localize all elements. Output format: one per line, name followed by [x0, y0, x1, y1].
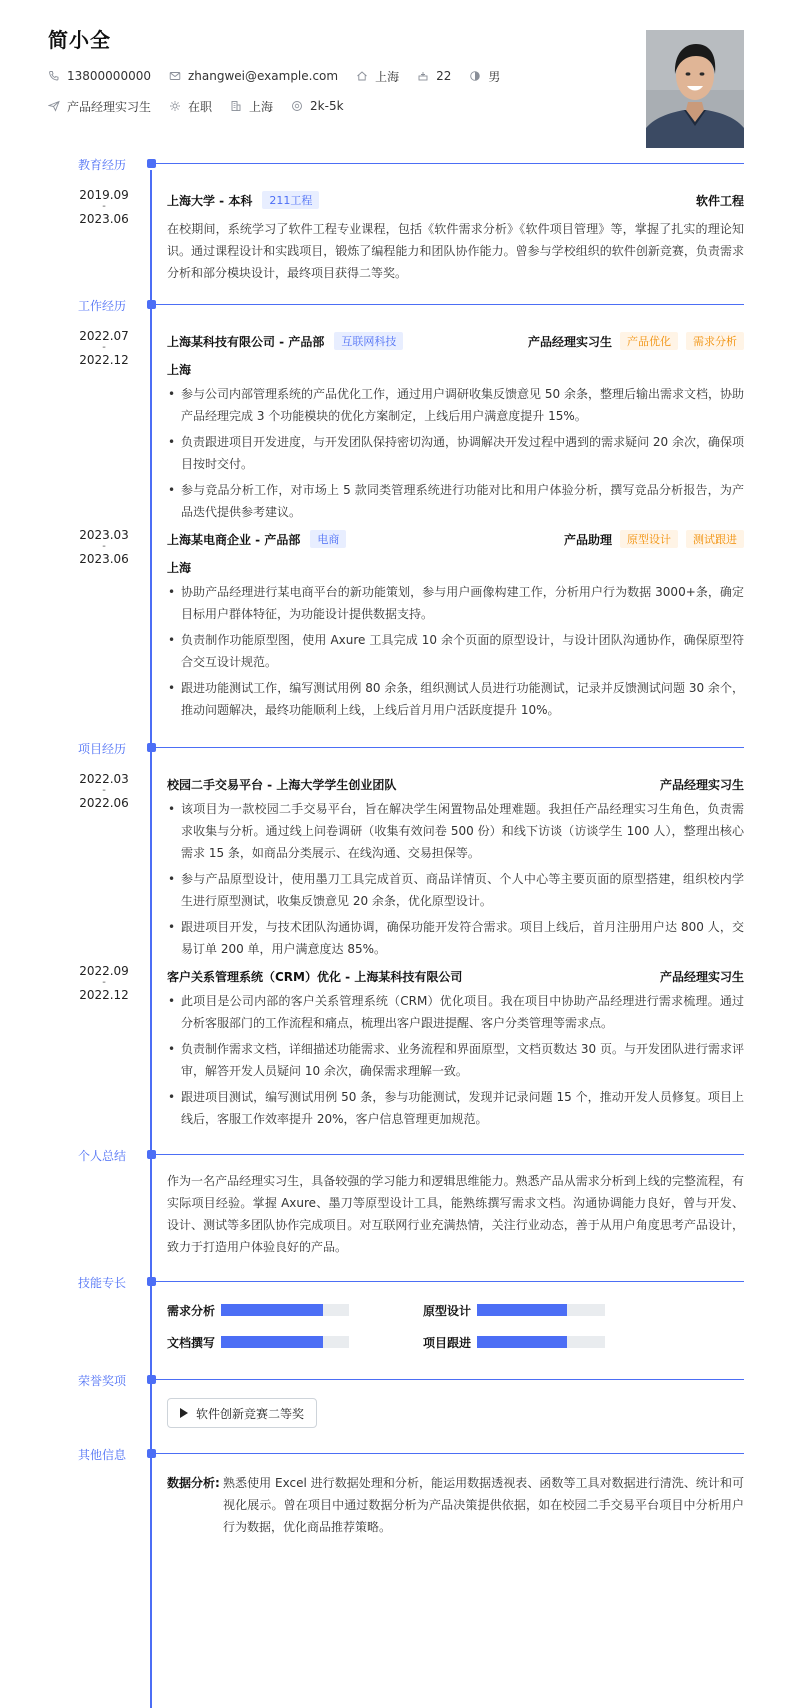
- resume-header: [48, 26, 748, 156]
- section-title-education: 教育经历: [78, 158, 127, 172]
- gear-icon: [169, 100, 181, 112]
- entry-header: [167, 774, 744, 794]
- list-item: • 参与竞品分析工作，对市场上 5 款同类管理系统进行功能对比和用户体验分析，撰写竞品分析报告，为产品迭代提供参考建议。: [167, 479, 744, 523]
- section-divider: [156, 304, 744, 305]
- industry-tag: 电商: [310, 530, 346, 548]
- intention-info-row: [48, 96, 748, 116]
- play-icon: [180, 1408, 188, 1418]
- salary-info: [291, 99, 344, 113]
- project-date: [76, 964, 132, 1002]
- project-role: 产品经理实习生: [659, 777, 744, 792]
- section-divider: [156, 1281, 744, 1282]
- section-divider: [156, 1154, 744, 1155]
- age-icon: [417, 70, 429, 82]
- city-info: [356, 68, 399, 85]
- list-item: • 跟进功能测试工作，编写测试用例 80 余条，组织测试人员进行功能测试，记录并反馈测试问题 30 余个，推动问题解决，最终功能顺利上线，上线后首月用户活跃度提升 10%。: [167, 677, 744, 721]
- skill-bar: [477, 1336, 605, 1348]
- entry-header-right: [660, 968, 744, 985]
- section-marker: [147, 1375, 156, 1384]
- status-text: 在职: [188, 99, 213, 114]
- list-item: • 参与公司内部管理系统的产品优化工作，通过用户调研收集反馈意见 50 余条，整理后输出需求文档，协助产品经理完成 3 个功能模块的优化方案制定，上线后用户满意度提升 15%。: [167, 383, 744, 427]
- section-title-skills: 技能专长: [78, 1276, 127, 1290]
- work-bullets: [167, 581, 744, 721]
- candidate-name: 简小全: [48, 28, 111, 52]
- gender-text: 男: [488, 69, 501, 84]
- skill-bar: [221, 1304, 349, 1316]
- skill-tag: 原型设计: [620, 530, 678, 548]
- skill-item: [423, 1334, 605, 1350]
- work-date: [76, 329, 132, 367]
- section-marker: [147, 300, 156, 309]
- entry-header-left: [167, 968, 462, 985]
- school-title: 上海大学 - 本科: [167, 193, 253, 208]
- target-city-text: 上海: [249, 99, 274, 114]
- work-date: [76, 528, 132, 566]
- date-dash: -: [102, 977, 106, 988]
- phone-text: 13800000000: [67, 69, 151, 83]
- school-tag: 211工程: [262, 191, 319, 209]
- date-dash: -: [102, 541, 106, 552]
- education-entry: [167, 190, 744, 284]
- entry-header-left: [167, 332, 403, 350]
- target-city-info: [230, 98, 273, 115]
- entry-header-left: [167, 530, 346, 548]
- skill-bar-fill: [477, 1304, 567, 1316]
- skill-name: 原型设计: [423, 1303, 472, 1318]
- entry-header-left: [167, 776, 396, 793]
- entry-header-left: [167, 191, 319, 209]
- skill-tag: 测试跟进: [686, 530, 744, 548]
- work-bullets: [167, 383, 744, 523]
- skills-grid: [167, 1302, 744, 1362]
- other-info-value: 熟悉使用 Excel 进行数据处理和分析，能运用数据透视表、函数等工具对数据进行清洗、统计和可视化展示。曾在项目中通过数据分析为产品决策提供依据，如在校园二手交易平台项目中分析用户行为数据，优化商品推荐策略。: [223, 1476, 744, 1534]
- skill-item: [167, 1302, 349, 1318]
- gender-info: [469, 68, 500, 85]
- list-item: • 此项目是公司内部的客户关系管理系统（CRM）优化项目。我在项目中协助产品经理进行需求梳理。通过分析客服部门的工作流程和痛点，梳理出客户跟进提醒、客户分类管理等需求点。: [167, 990, 744, 1034]
- entry-header-right: [696, 192, 744, 209]
- profile-photo: [646, 30, 744, 148]
- award-label: 软件创新竞赛二等奖: [196, 1406, 305, 1421]
- entry-header: [167, 529, 744, 549]
- entry-header: [167, 331, 744, 351]
- work-location: 上海: [167, 561, 192, 575]
- other-info-key: 数据分析:: [167, 1476, 220, 1490]
- job-role: 产品经理实习生: [527, 334, 612, 349]
- gender-icon: [469, 70, 481, 82]
- work-location: 上海: [167, 363, 192, 377]
- project-title: 客户关系管理系统（CRM）优化 - 上海某科技有限公司: [167, 969, 463, 984]
- list-item: • 负责制作需求文档，详细描述功能需求、业务流程和界面原型，文档页数达 30 页。与开发团队进行需求评审，解答开发人员疑问 10 余次，确保需求理解一致。: [167, 1038, 744, 1082]
- list-item: • 跟进项目开发，与技术团队沟通协调，确保功能开发符合需求。项目上线后，首月注册用户达 800 人，交易订单 200 单，用户满意度达 85%。: [167, 916, 744, 960]
- skill-bar-fill: [477, 1336, 567, 1348]
- section-divider: [156, 1453, 744, 1454]
- company-title: 上海某电商企业 - 产品部: [167, 532, 301, 547]
- project-bullets: [167, 798, 744, 960]
- job-role: 产品助理: [563, 532, 612, 547]
- job-target-info: [48, 98, 151, 115]
- section-marker: [147, 743, 156, 752]
- list-item: • 该项目为一款校园二手交易平台，旨在解决学生闲置物品处理难题。我担任产品经理实习生角色，负责需求收集与分析。通过线上问卷调研（收集有效问卷 500 份）和线下访谈（访谈学生 100 人），整理出核心需求 15 条，如商品分类展示、在线沟通、交易担保等。: [167, 798, 744, 864]
- list-item: • 跟进项目测试，编写测试用例 50 条，参与功能测试，发现并记录问题 15 个，推动开发人员修复。项目上线后，客服工作效率提升 20%，客户信息管理更加规范。: [167, 1086, 744, 1130]
- date-dash: -: [102, 785, 106, 796]
- start-date: 2022.03: [79, 772, 129, 786]
- skill-bar: [221, 1336, 349, 1348]
- age-text: 22: [436, 69, 452, 83]
- start-date: 2022.09: [79, 964, 129, 978]
- timeline-axis: [150, 170, 152, 1708]
- skill-bar-fill: [221, 1304, 323, 1316]
- section-divider: [156, 1379, 744, 1380]
- skill-item: [167, 1334, 349, 1350]
- job-target-text: 产品经理实习生: [67, 99, 152, 114]
- home-icon: [356, 70, 368, 82]
- end-date: 2022.12: [79, 353, 129, 367]
- start-date: 2023.03: [79, 528, 129, 542]
- other-info: [167, 1472, 744, 1538]
- send-icon: [48, 100, 60, 112]
- skill-name: 文档撰写: [167, 1335, 216, 1350]
- phone-icon: [48, 70, 60, 82]
- list-item: • 协助产品经理进行某电商平台的新功能策划，参与用户画像构建工作，分析用户行为数据 3000+条，确定目标用户群体特征，为功能设计提供数据支持。: [167, 581, 744, 625]
- project-bullets: [167, 990, 744, 1130]
- work-entry: [167, 331, 744, 523]
- entry-header-right: [660, 776, 744, 793]
- skill-bar: [477, 1304, 605, 1316]
- coin-icon: [291, 100, 303, 112]
- summary-text: 作为一名产品经理实习生，具备较强的学习能力和逻辑思维能力。熟悉产品从需求分析到上线的完整流程，有实际项目经验。掌握 Axure、墨刀等原型设计工具，能熟练撰写需求文档。沟通协调能力良好，曾与开发、设计、测试等多团队协作完成项目。对互联网行业充满热情，关注行业动态，善于从用户角度思考产品设计，致力于打造用户体验良好的产品。: [167, 1174, 744, 1254]
- skill-item: [423, 1302, 605, 1318]
- email-info: [169, 69, 338, 83]
- end-date: 2022.06: [79, 796, 129, 810]
- age-info: [417, 69, 451, 83]
- entry-header: [167, 190, 744, 210]
- email-text: zhangwei@example.com: [187, 69, 339, 83]
- section-marker: [147, 1449, 156, 1458]
- salary-text: 2k-5k: [310, 99, 344, 113]
- list-item: • 负责跟进项目开发进度，与开发团队保持密切沟通，协调解决开发过程中遇到的需求疑问 20 余次，确保项目按时交付。: [167, 431, 744, 475]
- skill-tag: 产品优化: [620, 332, 678, 350]
- list-item: • 负责制作功能原型图，使用 Axure 工具完成 10 余个页面的原型设计，与设计团队沟通协作，确保原型符合交互设计规范。: [167, 629, 744, 673]
- date-dash: -: [102, 201, 106, 212]
- entry-header-right: [528, 332, 744, 350]
- start-date: 2022.07: [79, 329, 129, 343]
- industry-tag: 互联网科技: [334, 332, 403, 350]
- start-date: 2019.09: [79, 188, 129, 202]
- education-description: 在校期间，系统学习了软件工程专业课程，包括《软件需求分析》《软件项目管理》等，掌握了扎实的理论知识。通过课程设计和实践项目，锻炼了编程能力和团队协作能力。曾参与学校组织的软件创新竞赛，负责需求分析和部分模块设计，最终项目获得二等奖。: [167, 222, 744, 280]
- end-date: 2022.12: [79, 988, 129, 1002]
- mail-icon: [169, 70, 181, 82]
- skill-tag: 需求分析: [686, 332, 744, 350]
- section-title-summary: 个人总结: [78, 1149, 127, 1163]
- section-marker: [147, 159, 156, 168]
- end-date: 2023.06: [79, 552, 129, 566]
- work-entry: [167, 529, 744, 721]
- major: 软件工程: [695, 193, 744, 208]
- entry-header-right: [564, 530, 744, 548]
- project-entry: [167, 774, 744, 960]
- education-date: [76, 188, 132, 226]
- section-title-projects: 项目经历: [78, 742, 127, 756]
- section-divider: [156, 163, 744, 164]
- skill-bar-fill: [221, 1336, 323, 1348]
- city-text: 上海: [375, 69, 400, 84]
- section-divider: [156, 747, 744, 748]
- list-item: • 参与产品原型设计，使用墨刀工具完成首页、商品详情页、个人中心等主要页面的原型搭建，组织校内学生进行原型测试，收集反馈意见 20 余条，优化原型设计。: [167, 868, 744, 912]
- phone-info: [48, 69, 151, 83]
- status-info: [169, 98, 212, 115]
- skill-name: 需求分析: [167, 1303, 216, 1318]
- section-title-work: 工作经历: [78, 299, 127, 313]
- entry-header: [167, 966, 744, 986]
- project-role: 产品经理实习生: [659, 969, 744, 984]
- section-title-other: 其他信息: [78, 1448, 127, 1462]
- company-title: 上海某科技有限公司 - 产品部: [167, 334, 325, 349]
- award-item[interactable]: [167, 1398, 317, 1428]
- section-title-awards: 荣誉奖项: [78, 1374, 127, 1388]
- date-dash: -: [102, 342, 106, 353]
- skill-name: 项目跟进: [423, 1335, 472, 1350]
- building-icon: [230, 100, 242, 112]
- basic-info-row: [48, 66, 748, 86]
- section-marker: [147, 1150, 156, 1159]
- project-date: [76, 772, 132, 810]
- end-date: 2023.06: [79, 212, 129, 226]
- project-entry: [167, 966, 744, 1130]
- section-marker: [147, 1277, 156, 1286]
- project-title: 校园二手交易平台 - 上海大学学生创业团队: [167, 777, 397, 792]
